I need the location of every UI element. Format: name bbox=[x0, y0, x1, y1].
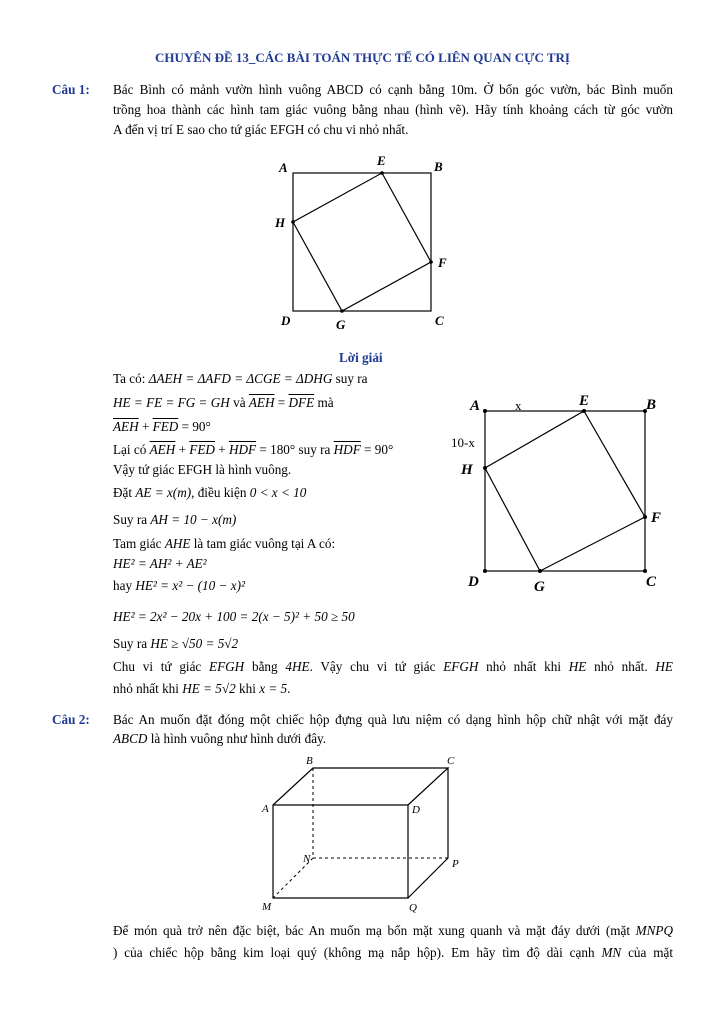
point-a bbox=[483, 409, 487, 413]
label-c: C bbox=[447, 755, 455, 767]
label-b: B bbox=[306, 755, 313, 767]
q1-line-2: trồng hoa thành các hình tam giác vuông bằng nhau (hình vẽ). Hãy tính khoảng cách từ góc vườn bbox=[113, 102, 673, 117]
q2-line-2: ABCD là hình vuông như hình dưới đây. bbox=[113, 731, 327, 746]
label-d: D bbox=[468, 574, 479, 590]
label-b: B bbox=[646, 397, 657, 413]
sol-line-1: Ta có: ΔAEH = ΔAFD = ΔCGE = ΔDHG suy ra bbox=[113, 371, 368, 386]
point-e bbox=[380, 171, 384, 175]
side-face bbox=[408, 768, 448, 898]
point-g bbox=[538, 569, 542, 573]
sol-line-10: hay HE² = x² − (10 − x)² bbox=[113, 578, 245, 593]
top-face bbox=[273, 768, 448, 805]
label-a: A bbox=[262, 803, 269, 815]
label-n: N bbox=[303, 853, 311, 865]
label-d: D bbox=[281, 313, 291, 328]
point-f bbox=[429, 260, 433, 264]
page-title: CHUYÊN ĐỀ 13_CÁC BÀI TOÁN THỰC TẾ CÓ LIÊN QUAN CỰC TRỊ bbox=[155, 50, 570, 65]
label-e: E bbox=[377, 153, 386, 168]
point-e bbox=[582, 409, 586, 413]
q2-line-1: Bác An muốn đặt đóng một chiếc hộp đựng quà lưu niệm có dạng hình hộp chữ nhật với mặt đáy bbox=[113, 712, 673, 727]
label-f: F bbox=[438, 255, 447, 270]
sol-line-12: Suy ra HE ≥ √50 = 5√2 bbox=[113, 636, 239, 651]
square-figure-1 bbox=[270, 150, 455, 335]
q2-paragraph-line-1: Để món quà trở nên đặc biệt, bác An muốn mạ bốn mặt xung quanh và mặt đáy dưới (mặt MNPQ bbox=[113, 923, 673, 938]
point-h bbox=[483, 466, 487, 470]
front-face bbox=[273, 805, 408, 898]
point-h bbox=[291, 220, 295, 224]
sol-line-5: Vậy tứ giác EFGH là hình vuông. bbox=[113, 462, 292, 477]
label-q: Q bbox=[409, 902, 417, 914]
point-f bbox=[643, 515, 647, 519]
label-c: C bbox=[646, 574, 657, 590]
label-a: A bbox=[279, 160, 288, 175]
label-g: G bbox=[534, 579, 545, 595]
label-10-x: 10-x bbox=[451, 435, 475, 450]
label-x: x bbox=[515, 398, 522, 413]
sol-line-11: HE² = 2x² − 20x + 100 = 2(x − 5)² + 50 ≥ 50 bbox=[113, 609, 355, 624]
label-b: B bbox=[434, 159, 443, 174]
square-figure-2 bbox=[445, 388, 670, 598]
square-abcd bbox=[293, 173, 431, 311]
square-efgh bbox=[485, 411, 645, 571]
sol-line-6: Đặt AE = x(m), điều kiện 0 < x < 10 bbox=[113, 485, 307, 500]
label-h: H bbox=[461, 462, 473, 478]
solution-heading: Lời giải bbox=[339, 350, 383, 365]
q1-line-3: A đến vị trí E sao cho tứ giác EFGH có chu vi nhỏ nhất. bbox=[113, 122, 409, 137]
sol-line-14: nhỏ nhất khi HE = 5√2 khi x = 5. bbox=[113, 681, 291, 696]
label-g: G bbox=[336, 317, 346, 332]
label-d: D bbox=[412, 804, 420, 816]
sol-line-2: HE = FE = FG = GH và $\overline{AEH} = \overline{DFE}$ mà bbox=[113, 395, 334, 410]
label-m: M bbox=[262, 901, 272, 913]
label-p: P bbox=[452, 858, 459, 870]
sol-line-9: HE² = AH² + AE² bbox=[113, 556, 207, 571]
label-h: H bbox=[275, 215, 286, 230]
question-2-label: Câu 2: bbox=[52, 712, 90, 727]
question-1-label: Câu 1: bbox=[52, 82, 90, 97]
square-abcd bbox=[485, 411, 645, 571]
sol-line-13: Chu vi tứ giác EFGH bằng 4HE. Vậy chu vi tứ giác EFGH nhỏ nhất khi HE nhỏ nhất. HE bbox=[113, 659, 673, 674]
q1-line-1: Bác Bình có mảnh vườn hình vuông ABCD có cạnh bằng 10m. Ở bốn góc vườn, bác Bình muốn bbox=[113, 82, 673, 97]
point-c bbox=[643, 569, 647, 573]
sol-line-4: Lại có $\overline{AEH} + \overline{FED} + \overline{HDF} = 180^\circ$ suy ra $\overline{HDF} = 90^\circ$ bbox=[113, 442, 394, 457]
point-g bbox=[340, 309, 344, 313]
label-f: F bbox=[651, 510, 662, 526]
sol-line-3: $\overline{AEH} + \overline{FED} = 90^\circ$ bbox=[113, 419, 211, 434]
label-a: A bbox=[470, 398, 481, 414]
point-d bbox=[483, 569, 487, 573]
square-efgh bbox=[293, 173, 431, 311]
box-figure bbox=[255, 750, 470, 920]
sol-line-8: Tam giác AHE là tam giác vuông tại A có: bbox=[113, 536, 336, 551]
label-c: C bbox=[435, 313, 444, 328]
q2-paragraph-line-2: ) của chiếc hộp bằng kim loại quý (không mạ nắp hộp). Em hãy tìm độ dài cạnh MN của mặt bbox=[113, 945, 673, 960]
sol-line-7: Suy ra AH = 10 − x(m) bbox=[113, 512, 237, 527]
label-e: E bbox=[579, 393, 590, 409]
